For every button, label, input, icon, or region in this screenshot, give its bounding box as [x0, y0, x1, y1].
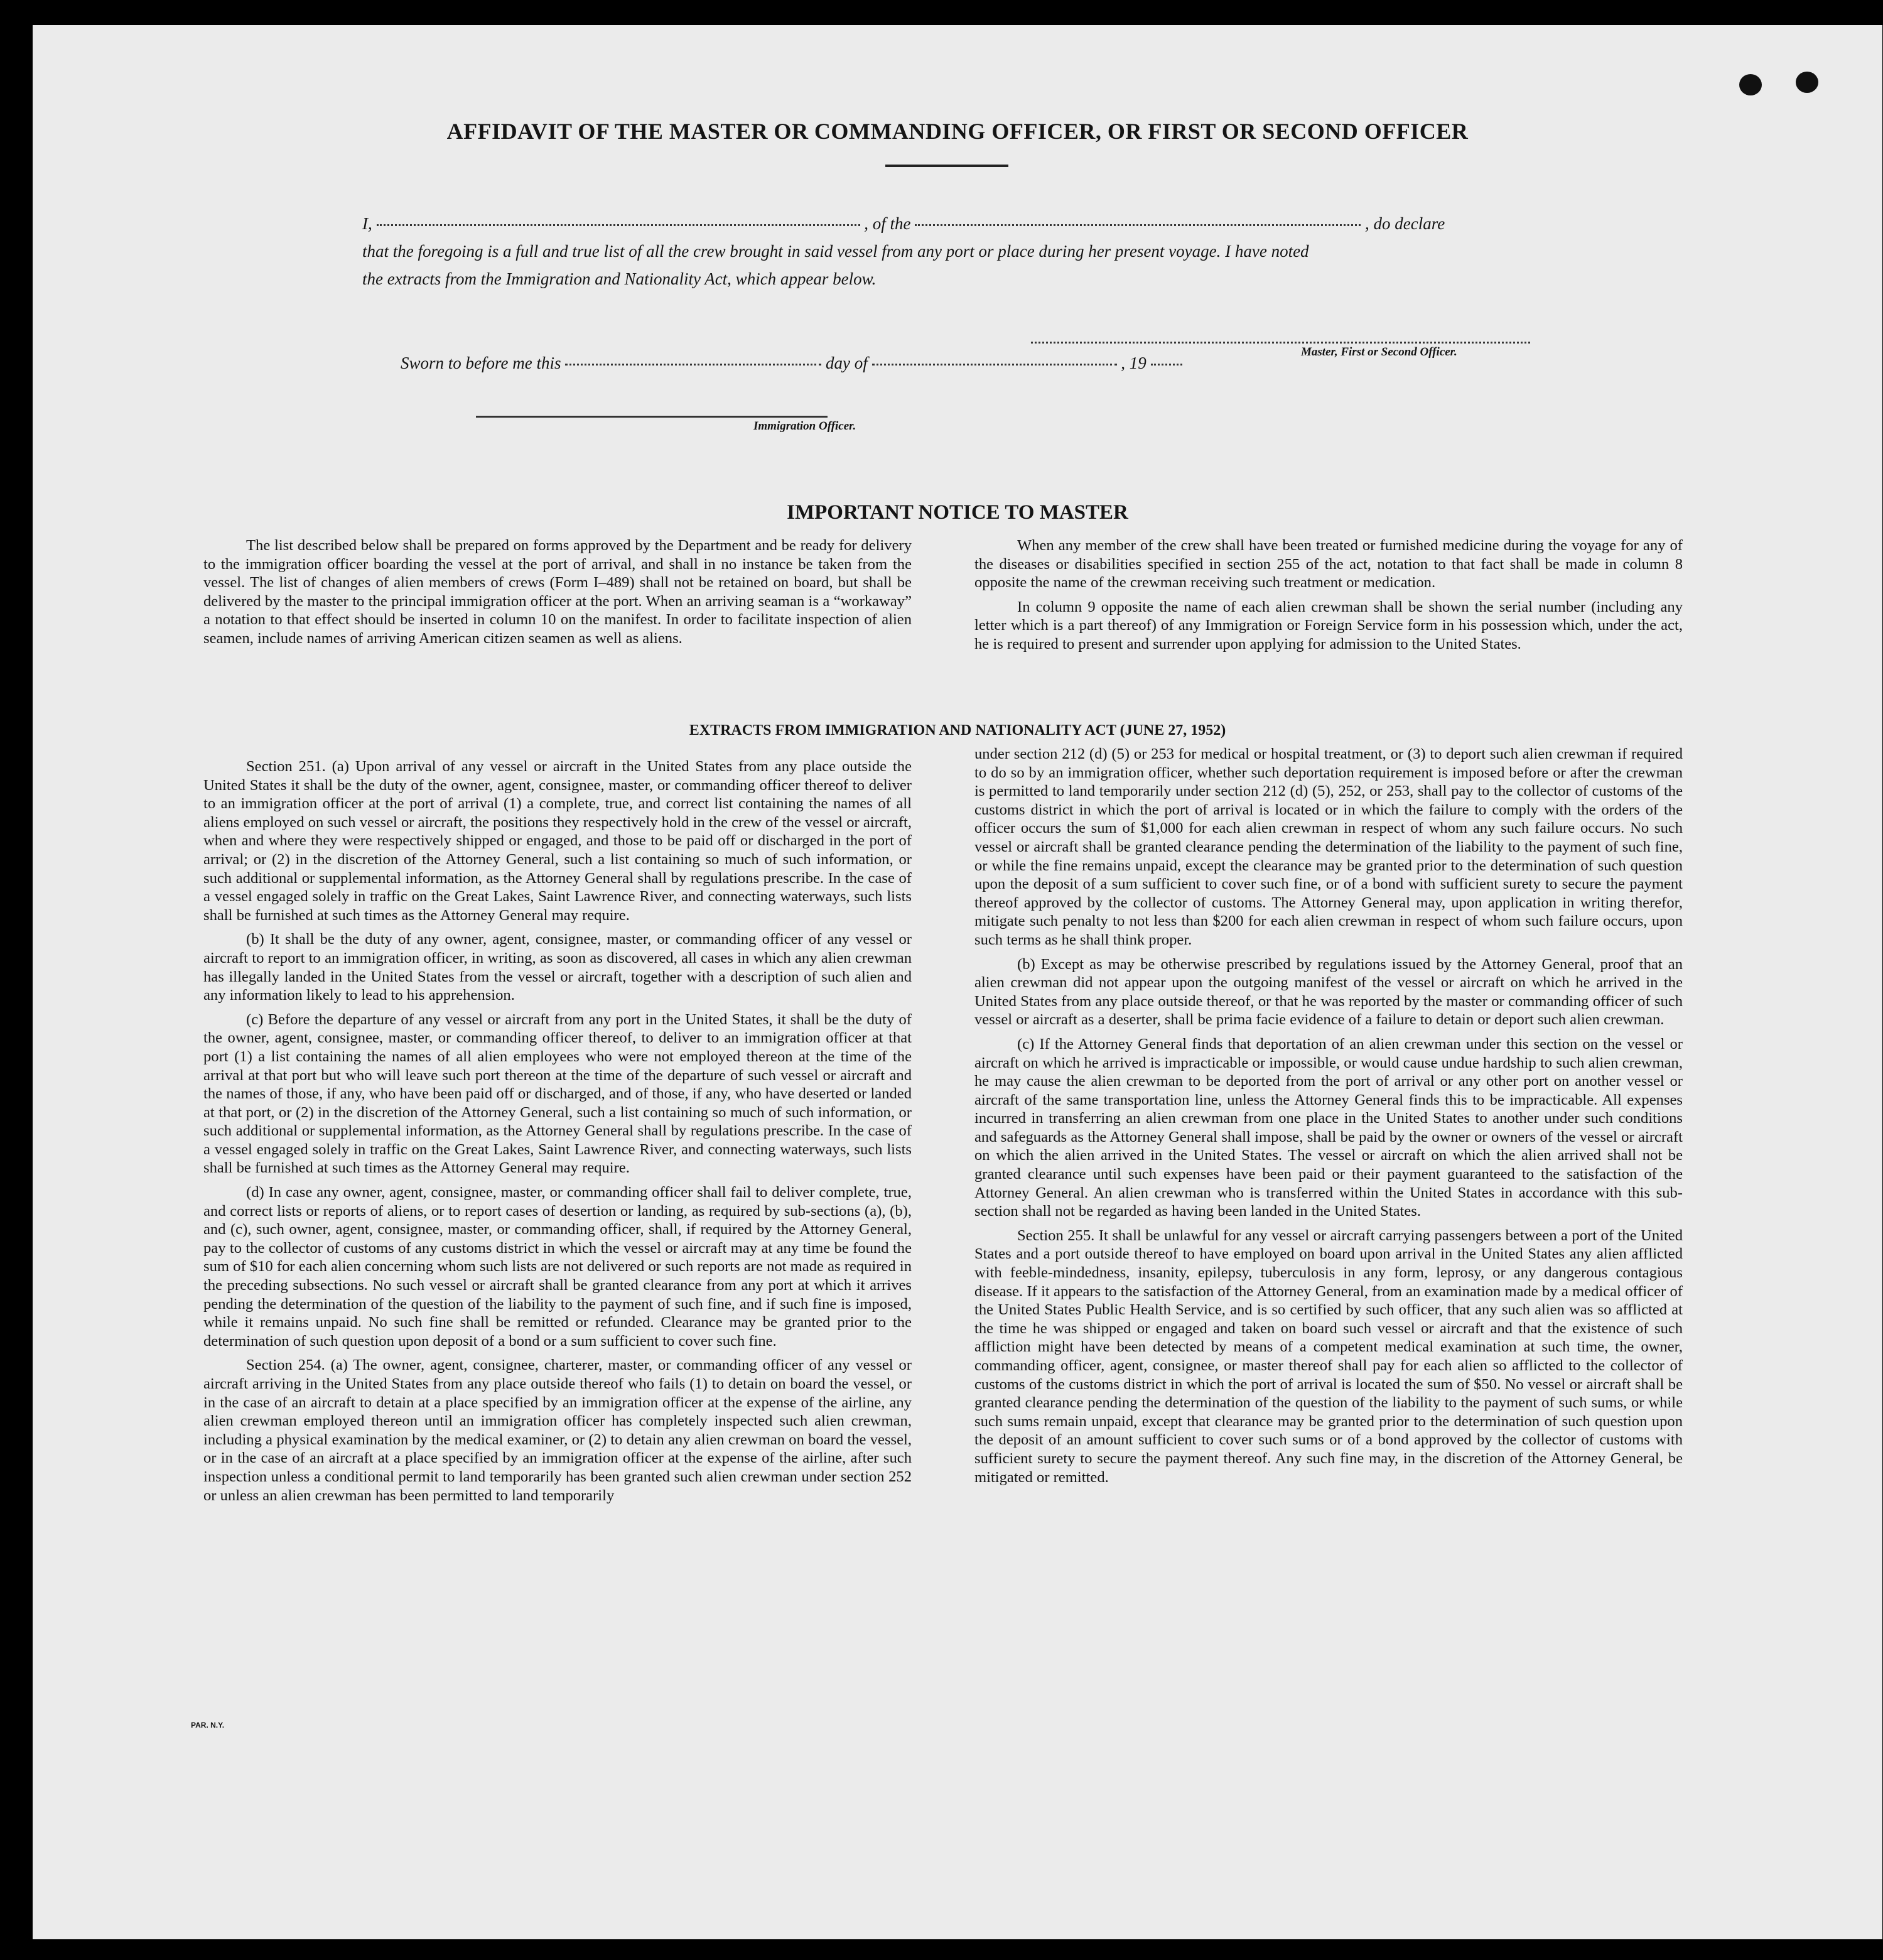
declaration-line-2: that the foregoing is a full and true list of all the crew brought in said vessel from any port or place during her present voyage. I have noted	[362, 242, 1309, 261]
extracts-right-column	[974, 745, 1683, 1492]
notice-left-column	[203, 536, 912, 654]
vessel-name-field[interactable]	[915, 224, 1361, 226]
declaration	[362, 210, 1574, 293]
notice-left-paragraph: The list described below shall be prepared on forms approved by the Department and be ready for delivery to the immigration officer boarding the vessel at the port of arrival, and shall in no instance be taken from the vessel. The list of changes of alien members of crews (Form I–489) shall not be retained on board, but shall be delivered by the master to the principal immigration officer at the port. When an arriving seaman is a “workaway” a notation to that effect should be inserted in column 10 on the manifest. In order to facilitate inspection of alien seamen, include names of arriving American citizen seamen as well as aliens.	[203, 537, 912, 647]
punch-hole	[1739, 74, 1762, 95]
master-signature-field[interactable]	[1031, 342, 1530, 344]
sworn-year-prefix: , 19	[1121, 354, 1147, 372]
printer-mark: PAR. N.Y.	[191, 1721, 225, 1730]
sworn-line	[401, 349, 1612, 377]
title-rule	[885, 165, 1008, 167]
section-254-a-continued: under section 212 (d) (5) or 253 for medical or hospital treatment, or (3) to deport such alien crewman if required to do so by an immigration officer, whether such deportation requirement is imposed before or after the crewman is permitted to land temporarily under section 212 (d) (5), 252, or 253, shall pay to the collector of customs of the customs district in which the port of arrival is located or in which the failure to comply with the orders of the officer occurs the sum of $1,000 for each alien crewman in respect of whom any such failure occurs. No such vessel or aircraft shall be granted clearance pending the determination of the liability to the payment of such fine, or while the fine remains unpaid, except the clearance may be granted prior to the determination of such question upon the deposit of a sum sufficient to cover such fine, or of a bond with sufficient surety to secure the payment thereof approved by the collector of customs. The Attorney General may, upon application in writing therefor, mitigate such penalty to not less than $200 for each alien crewman in respect of whom such failure occurs, upon such terms as he shall think proper.	[974, 745, 1683, 948]
notice-right-column	[974, 536, 1683, 659]
affidavit-title: AFFIDAVIT OF THE MASTER OR COMMANDING OFFICER, OR FIRST OR SECOND OFFICER	[446, 119, 1469, 144]
declaration-line-1	[362, 210, 1574, 237]
sworn-year-field[interactable]	[1151, 364, 1182, 365]
extracts-title: EXTRACTS FROM IMMIGRATION AND NATIONALITY ACT (JUNE 27, 1952)	[689, 722, 1226, 739]
section-254-b: (b) Except as may be otherwise prescribed by regulations issued by the Attorney General, proof that an alien crewman did not appear upon the outgoing manifest of the vessel or aircraft on which he arrived in the United States from any place outside thereof, or that he was reported by the master or commanding officer of such vessel or aircraft as a deserter, shall be prima facie evidence of a failure to detain or deport such alien crewman.	[974, 955, 1683, 1029]
notice-right-paragraph-2: In column 9 opposite the name of each alien crewman shall be shown the serial number (including any letter which is a part thereof) of any Immigration or Foreign Service form in his possession which, under the act, he is required to present and surrender upon applying for admission to the United States.	[974, 598, 1683, 652]
document-page	[33, 25, 1882, 1939]
declarant-of-the: , of the	[864, 214, 911, 233]
sworn-prefix: Sworn to before me this	[401, 354, 561, 372]
declarant-name-field[interactable]	[377, 224, 860, 226]
declarant-prefix: I,	[362, 214, 372, 233]
section-251-c: (c) Before the departure of any vessel or aircraft from any port in the United States, it shall be the duty of the owner, agent, consignee, master, or commanding officer thereof, to deliver to an immigration officer at that port (1) a list containing the names of all alien employees who were not employed thereon at the time of the arrival at that port but who will leave such port thereon at the time of the departure of such vessel or aircraft and the names of those, if any, who have been paid off or discharged, and of those, if any, who have deserted or landed at that port, or (2) in the discretion of the Attorney General, such a list containing so much of such information, or such additional or supplemental information, as the Attorney General shall by regulations prescribe. In the case of a vessel engaged solely in traffic on the Great Lakes, Saint Lawrence River, and connecting waterways, such lists shall be furnished at such times as the Attorney General may require.	[203, 1010, 912, 1177]
punch-hole	[1796, 72, 1818, 93]
declaration-line-3: the extracts from the Immigration and Nationality Act, which appear below.	[362, 269, 877, 288]
sworn-day-of: day of	[826, 354, 868, 372]
immigration-officer-label: Immigration Officer.	[753, 420, 856, 433]
declarant-declare: , do declare	[1365, 214, 1445, 233]
section-255: Section 255. It shall be unlawful for any vessel or aircraft carrying passengers between a port of the United States and a port outside thereof to have employed on board upon arrival in the United States any alien afflicted with feeble-mindedness, insanity, epilepsy, tuberculosis in any form, leprosy, or any dangerous contagious disease. If it appears to the satisfaction of the Attorney General, from an examination made by a medical officer of the United States Public Health Service, and is so certified by such officer, that any such alien was so afflicted at the time he was shipped or engaged and taken on board such vessel or aircraft and that the existence of such affliction might have been detected by means of a competent medical examination at such time, the owner, commanding officer, agent, consignee, or master thereof shall pay for each alien so afflicted to the collector of customs of the customs district in which the port of arrival is located the sum of $50. No vessel or aircraft shall be granted clearance pending the determination of the question of the liability to the payment of such sums, or while such sums remain unpaid, except that clearance may be granted prior to the determination of such question upon the deposit of an amount sufficient to cover such sums or of a bond approved by the collector of customs with sufficient surety to secure the payment thereof. Any such fine may, in the discretion of the Attorney General, be mitigated or remitted.	[974, 1226, 1683, 1486]
immigration-officer-signature-field[interactable]	[476, 416, 828, 418]
extracts-left-column	[203, 757, 912, 1510]
section-251-b: (b) It shall be the duty of any owner, agent, consignee, master, or commanding officer of any vessel or aircraft to report to an immigration officer, in writing, as soon as discovered, all cases in which any alien crewman has illegally landed in the United States from the vessel or aircraft, together with a description of such alien and any information likely to lead to his apprehension.	[203, 931, 912, 1004]
section-251-d: (d) In case any owner, agent, consignee, master, or commanding officer shall fail to deliver complete, true, and correct lists or reports of aliens, or to report cases of desertion or landing, as required by sub-sections (a), (b), and (c), such owner, agent, consignee, master, or commanding officer, shall, if required by the Attorney General, pay to the collector of customs of any customs district in which the vessel or aircraft may at any time be found the sum of $10 for each alien concerning whom such lists are not delivered or such reports are not made as required in the preceding subsections. No such vessel or aircraft shall be granted clearance from any port at which it arrives pending the determination of the question of the liability to the payment of such fine, and if such fine is imposed, while it remains unpaid. No such fine shall be remitted or refunded. Clearance may be granted prior to the determination of such question upon deposit of a bond or a sum sufficient to cover such fine.	[203, 1184, 912, 1350]
sworn-month-field[interactable]	[872, 364, 1117, 365]
section-251-a: Section 251. (a) Upon arrival of any vessel or aircraft in the United States from any place outside the United States it shall be the duty of the owner, agent, consignee, master, or commanding officer thereof to deliver to an immigration officer at the port of arrival (1) a complete, true, and correct list containing the names of all aliens employed on such vessel or aircraft, the positions they respectively hold in the crew of the vessel or aircraft, when and where they were respectively shipped or engaged, and those to be paid off or discharged in the port of arrival; or (2) in the discretion of the Attorney General, such a list containing so much of such information, or such additional or supplemental information, as the Attorney General shall by regulations prescribe. In the case of a vessel engaged solely in traffic on the Great Lakes, Saint Lawrence River, and connecting waterways, such lists shall be furnished at such times as the Attorney General may require.	[203, 758, 912, 924]
section-254-a: Section 254. (a) The owner, agent, consignee, charterer, master, or commanding officer of any vessel or aircraft arriving in the United States from any place outside thereof who fails (1) to detain on board the vessel, or in the case of an aircraft to detain at a place specified by an immigration officer at the expense of the airline, any alien crewman employed thereon until an immigration officer has completely inspected such alien crewman, including a physical examination by the medical examiner, or (2) to detain any alien crewman on board the vessel, or in the case of an aircraft at a place specified by an immigration officer at the expense of the airline, after such inspection unless a conditional permit to land temporarily has been granted such alien crewman under section 252 or unless an alien crewman has been permitted to land temporarily	[203, 1356, 912, 1504]
notice-title: IMPORTANT NOTICE TO MASTER	[787, 501, 1128, 524]
notice-right-paragraph-1: When any member of the crew shall have been treated or furnished medicine during the voyage for any of the diseases or disabilities specified in section 255 of the act, notation to that fact shall be made in column 8 opposite the name of the crewman receiving such treatment or medication.	[974, 537, 1683, 592]
sworn-day-field[interactable]	[565, 364, 821, 365]
section-254-c: (c) If the Attorney General finds that deportation of an alien crewman under this section on the vessel or aircraft on which he arrived is impracticable or impossible, or would cause undue hardship to such alien crewman, he may cause the alien crewman to be deported from the port of arrival or any other port on another vessel or aircraft of the same transportation line, unless the Attorney General finds this to be impracticable. All expenses incurred in transferring an alien crewman from one place in the United States to another under such conditions and safeguards as the Attorney General shall impose, shall be paid by the owner or owners of the vessel or aircraft on which the alien arrived in the United States. The vessel or aircraft on which the alien arrived shall not be granted clearance until such expenses have been paid or their payment guaranteed to the satisfaction of the Attorney General. An alien crewman who is transferred within the United States in accordance with this sub-section shall not be regarded as having been landed in the United States.	[974, 1035, 1683, 1220]
master-signature-label: Master, First or Second Officer.	[1301, 345, 1457, 359]
